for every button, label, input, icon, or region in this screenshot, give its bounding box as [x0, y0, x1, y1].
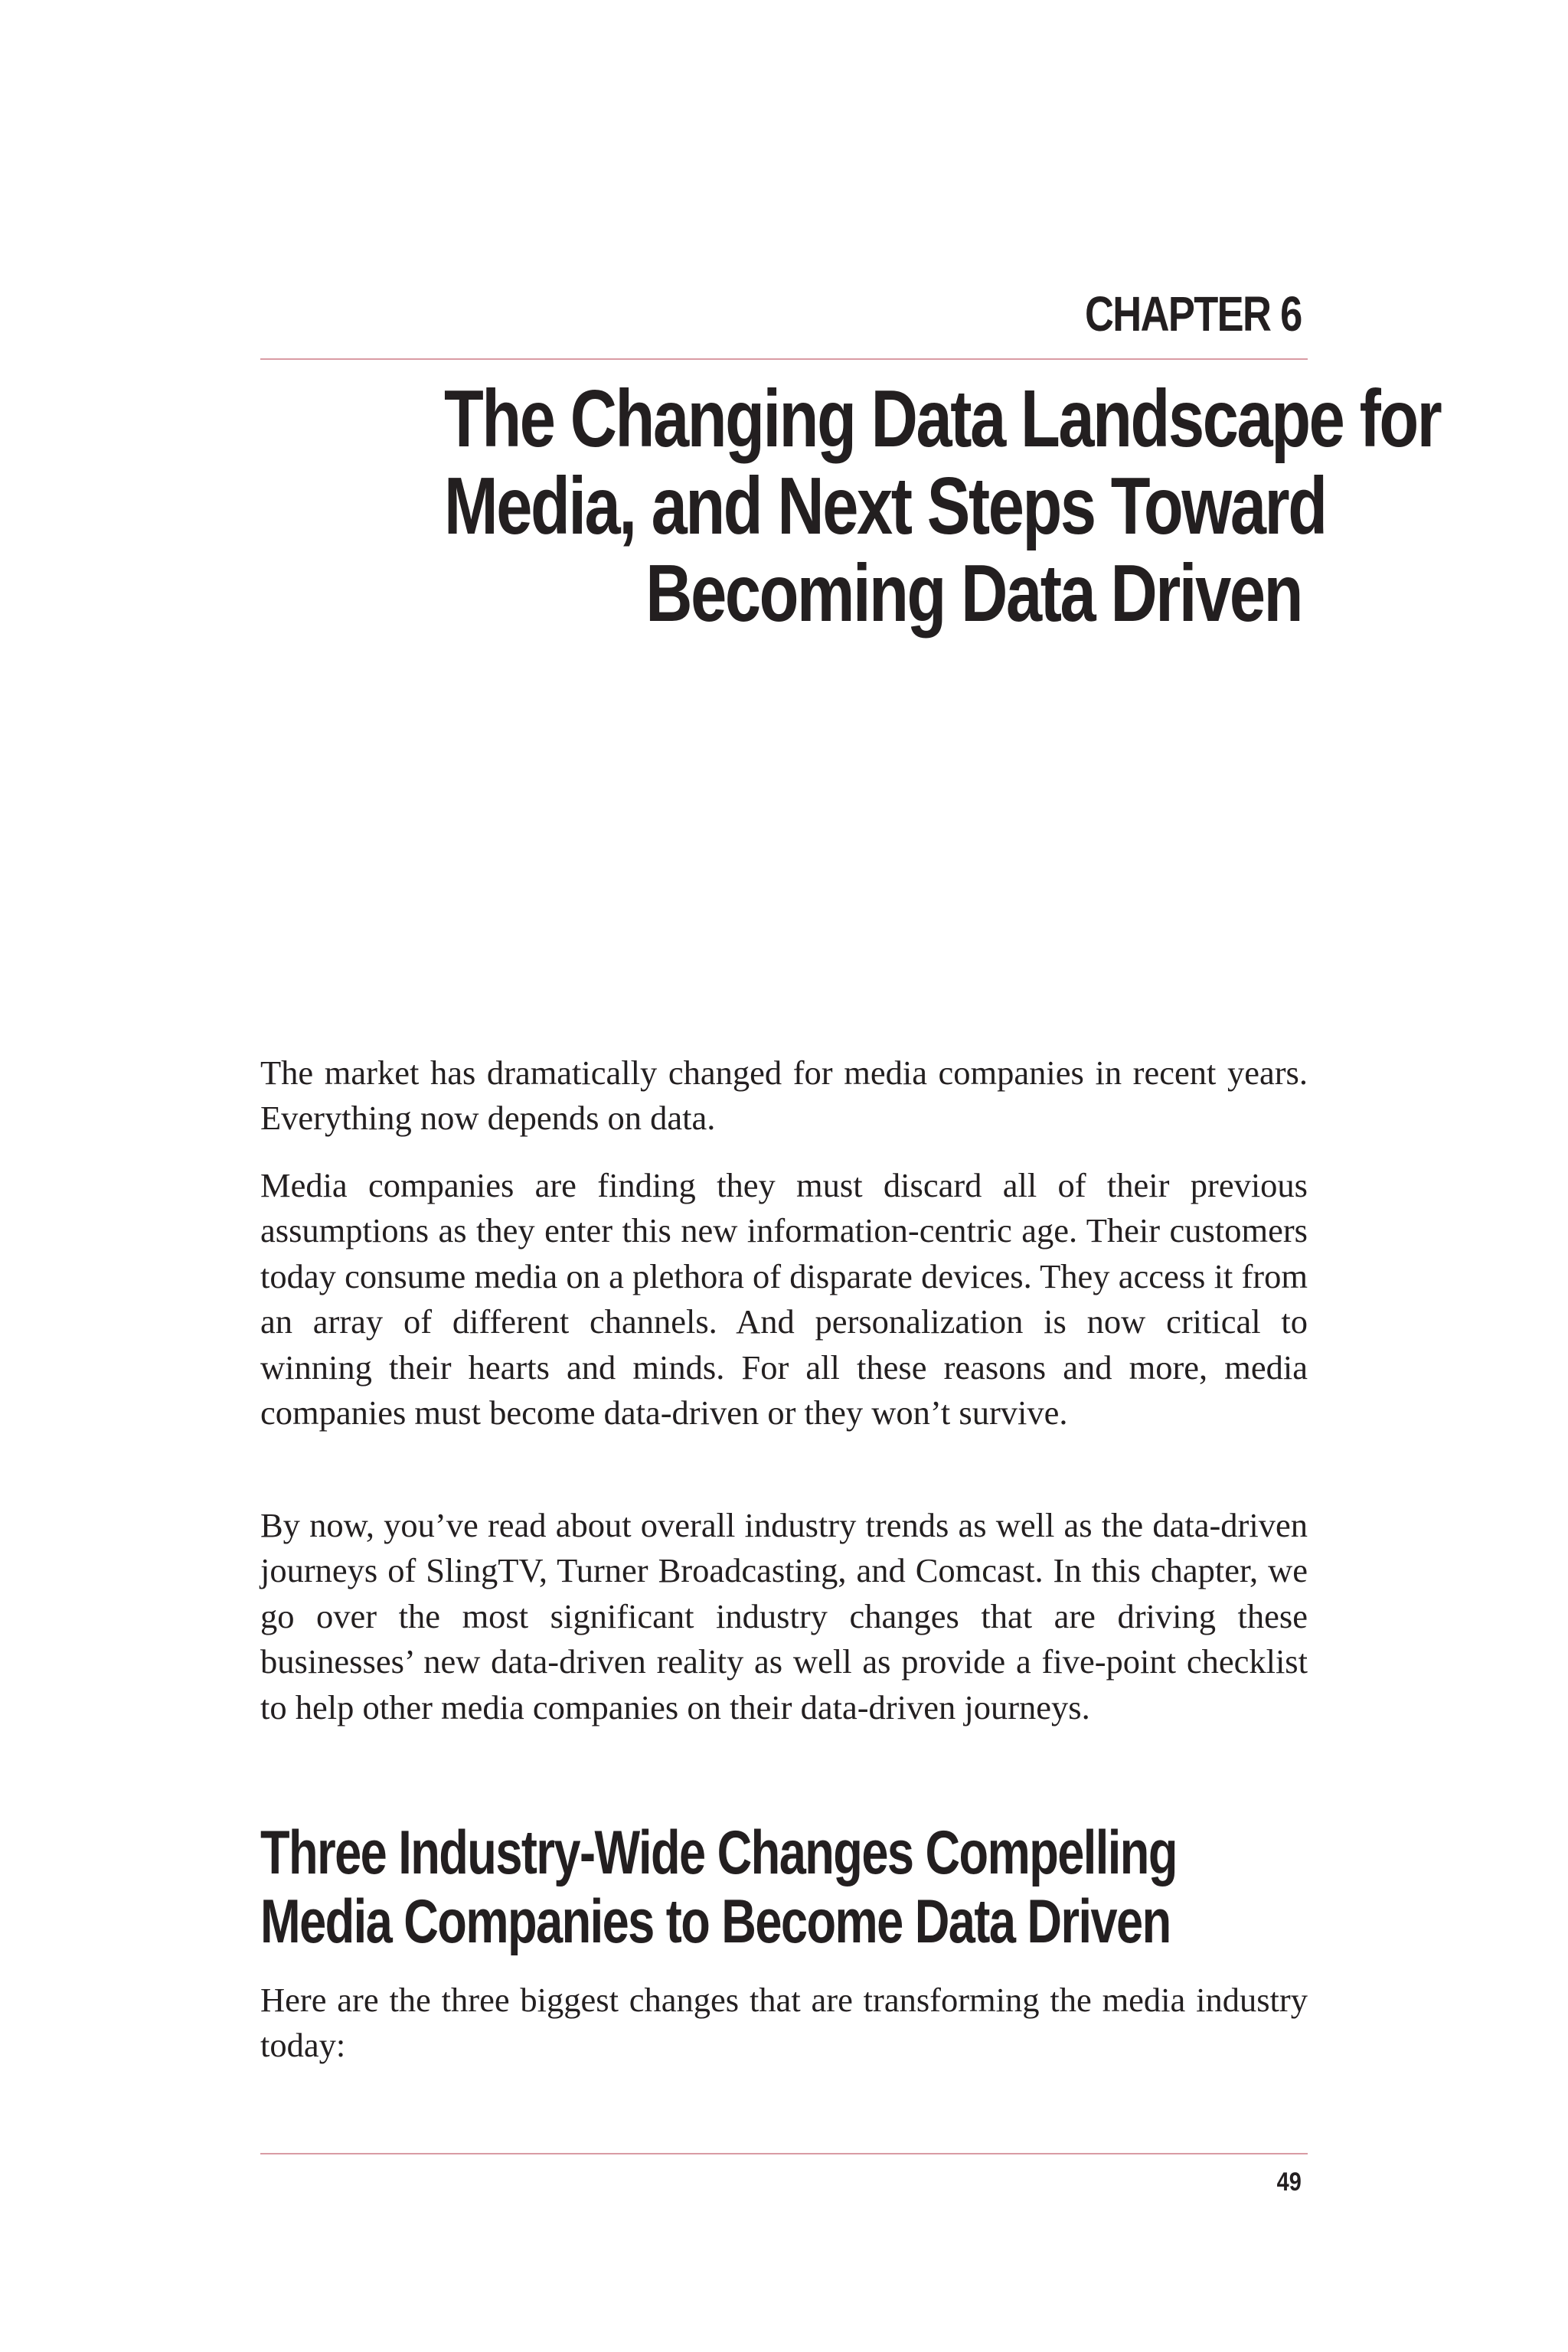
chapter-label: CHAPTER 6 [1085, 286, 1302, 341]
chapter-title [230, 374, 1441, 639]
chapter-title-line: The Changing Data Landscape for [444, 374, 1441, 464]
section-heading [260, 1818, 1435, 1956]
paragraph-assumptions: Media companies are finding they must discard all of their previous assumptions as they enter this new information-centric age. Their customers today consume media on a plethora of disparate devices. They access it from an array of different channels. And personalization is now critical to winning their hearts and minds. For all these reasons and more, media companies must become data-driven or they won’t survive. [260, 1166, 1308, 1432]
section-heading-line: Three Industry-Wide Changes Compelling [260, 1818, 1177, 1887]
footer-divider [260, 2153, 1308, 2154]
paragraph-intro: The market has dramatically changed for media companies in recent years. Everything now depends on data. [260, 1054, 1308, 1138]
page-number: 49 [1276, 2167, 1302, 2197]
paragraph-chapter-overview: By now, you’ve read about overall industry trends as well as the data-driven journeys of SlingTV, Turner Broadcasting, and Comcast. In this chapter, we go over the most significant industry changes that are driving these businesses’ new data-driven reality as well as provide a five-point checklist to help other media companies on their data-driven journeys. [260, 1506, 1308, 1726]
chapter-title-line: Becoming Data Driven [645, 548, 1302, 639]
section-heading-line: Media Companies to Become Data Driven [260, 1887, 1171, 1956]
section-intro-paragraph: Here are the three biggest changes that are transforming the media industry today: [260, 1981, 1308, 2065]
chapter-divider [260, 358, 1308, 360]
chapter-title-line: Media, and Next Steps Toward [444, 461, 1326, 551]
